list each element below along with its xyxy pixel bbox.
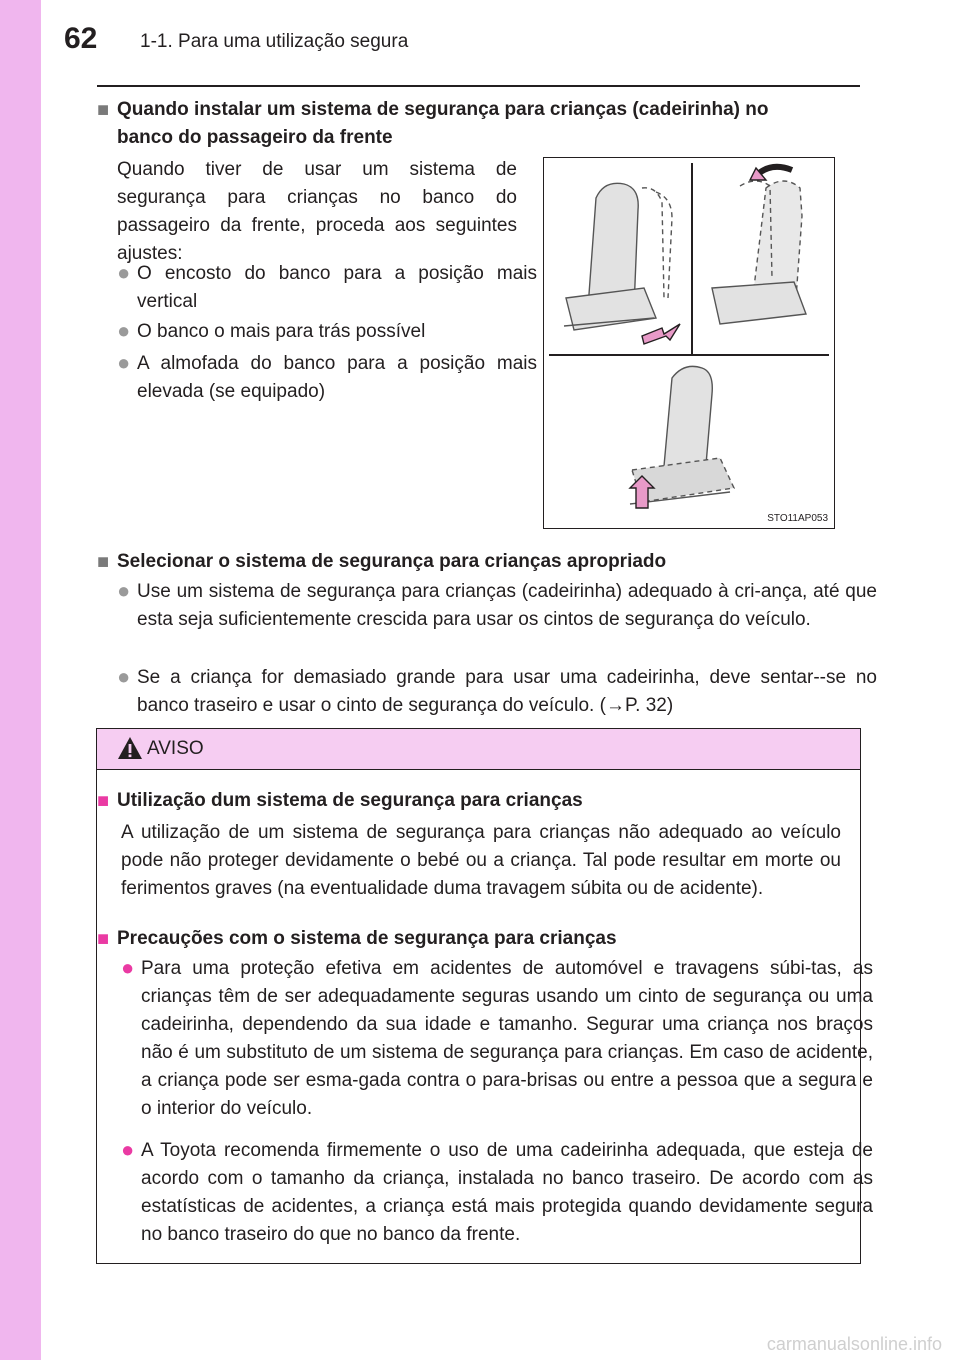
warning-title: AVISO [147, 738, 204, 759]
square-bullet-icon: ■ [97, 928, 110, 950]
warning-box [96, 728, 873, 1264]
figure-code: STO11AP053 [767, 513, 828, 524]
list-item: ● A Toyota recomenda firmemente o uso de uma cadeirinha adequada, que esteja de acordo com o tamanho da criança, instalada no banco traseiro. De acordo com as estatísticas de acidentes, a criança está mais protegida quando devidamente segura no banco traseiro do que no banco da frente. [121, 1137, 873, 1245]
section1-heading: ■ Quando instalar um sistema de segurança para crianças (cadeirinha) no banco do passageiro da frente [97, 96, 880, 152]
header-rule [97, 85, 860, 87]
seat-recline-icon [564, 183, 680, 344]
seat-backward-icon [712, 167, 806, 324]
list-item: ● O encosto do banco para a posição mais vertical [117, 260, 537, 312]
page-number: 62 [64, 22, 98, 55]
warning-triangle-icon [117, 736, 143, 760]
circle-bullet-icon: ● [117, 664, 131, 689]
square-bullet-icon: ■ [97, 99, 110, 121]
section1-intro: Quando tiver de usar um sistema de segurança para crianças no banco do passageiro da frente, proceda aos seguintes ajustes: [117, 159, 517, 264]
seat-illustration [544, 158, 834, 528]
warning-sub1-text: A utilização de um sistema de segurança para crianças não adequado ao veículo pode não proteger devidamente o bebé ou a criança. Tal pode resultar em morte ou ferimentos graves (na eventualidade duma travagem súbita ou de acidente). [121, 822, 841, 899]
list-item: ● Se a criança for demasiado grande para usar uma cadeirinha, deve sentar--se no banco traseiro e usar o cinto de segurança do veículo. (→P. 32) [117, 664, 877, 716]
list-item: ● Use um sistema de segurança para crianças (cadeirinha) adequado à cri-ança, até que esta seja suficientemente crescida para usar os cintos de segurança do veículo. [117, 578, 877, 630]
circle-bullet-icon: ● [121, 1137, 135, 1162]
section2-heading: ■ Selecionar o sistema de segurança para crianças apropriado [97, 548, 880, 576]
warning-header [97, 729, 860, 770]
list-item: ● Para uma proteção efetiva em acidentes de automóvel e travagens súbi-tas, as crianças têm de ser adequadamente seguras usando um cinto de segurança ou uma cadeirinha, dependendo da sua idade e tamanho. Segurar uma criança nos braços não é um substituto de um sistema de segurança para crianças. Em caso de acidente, a criança pode ser esma-gada contra o para-brisas ou entre a pessoa que a segura e o interior do veículo. [121, 955, 873, 1119]
square-bullet-icon: ■ [97, 551, 110, 573]
list-item: ● A almofada do banco para a posição mais elevada (se equipado) [117, 350, 537, 402]
circle-bullet-icon: ● [117, 318, 131, 343]
square-bullet-icon: ■ [97, 790, 110, 812]
running-head: 1-1. Para uma utilização segura [140, 31, 409, 52]
seat-raise-icon [630, 366, 734, 508]
warning-sub2-heading: ■ Precauções com o sistema de segurança para crianças [97, 925, 857, 953]
side-tab [0, 0, 41, 1360]
watermark: carmanualsonline.info [766, 1334, 942, 1354]
list-item: ● O banco o mais para trás possível [117, 318, 426, 343]
warning-sub1-heading: ■ Utilização dum sistema de segurança para crianças [97, 787, 857, 815]
seat-adjustment-figure [543, 157, 835, 529]
circle-bullet-icon: ● [121, 955, 135, 980]
circle-bullet-icon: ● [117, 350, 131, 375]
circle-bullet-icon: ● [117, 578, 131, 603]
circle-bullet-icon: ● [117, 260, 131, 285]
